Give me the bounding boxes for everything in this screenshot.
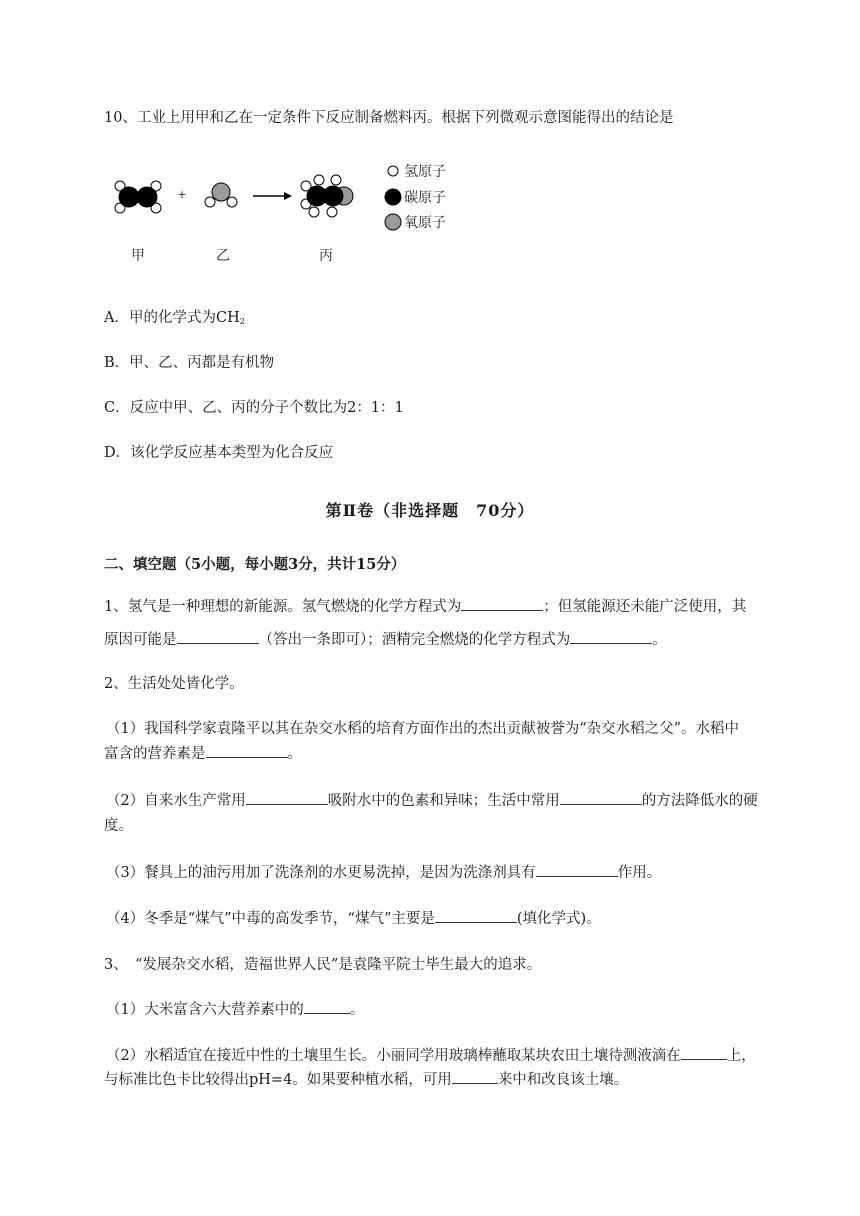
answer-blank[interactable] [435,908,517,923]
answer-blank[interactable] [536,862,618,877]
h-atom [314,175,324,185]
label-yi: 乙 [216,248,230,264]
reaction-diagram [104,156,464,266]
molecule-yi [205,183,237,207]
q3-sub1: （1）大米富含六大营养素中的 。 [106,999,364,1020]
molecule-jia [115,181,161,213]
answer-blank[interactable] [246,790,328,805]
section2-heading: 二、填空题（5小题，每小题3分，共计15分） [104,556,406,573]
legend-carbon-label: 碳原子 [404,190,446,206]
molecule-bing [301,175,353,217]
answer-blank[interactable] [570,629,652,644]
q3-sub2-line1: （2）水稻适宜在接近中性的土壤里生长。小丽同学用玻璃棒蘸取某块农田土壤待测液滴在 上， [106,1045,756,1066]
answer-blank[interactable] [177,629,259,644]
legend-hydrogen-icon [388,166,398,176]
answer-blank[interactable] [304,999,350,1014]
q10-option-a [104,308,245,332]
h-atom [327,207,337,217]
q2-sub2-line1: （2）自来水生产常用 吸附水中的色素和异味；生活中常用 的方法降低水的硬 [106,790,758,811]
q10-option-d: D．该化学反应基本类型为化合反应 [104,445,334,461]
answer-blank[interactable] [452,1069,498,1084]
option-a-text: A．甲的化学式为CH [104,310,240,326]
q3-stem: 3、 “发展杂交水稻，造福世界人民”是袁隆平院士毕生最大的追求。 [104,957,542,973]
label-bing: 丙 [319,248,333,264]
q10-stem: 10、工业上用甲和乙在一定条件下反应制备燃料丙。根据下列微观示意图能得出的结论是 [104,110,674,126]
q2-sub1-line2: 富含的营养素是 。 [104,743,302,764]
q3-sub2-line2: 与标准比色卡比较得出pH=4。如果要种植水稻，可用 来中和改良该土壤。 [104,1069,628,1090]
legend-oxygen-icon [385,214,401,230]
q2-sub2-line2: 度。 [104,818,133,834]
arrow-icon [253,192,292,200]
q1-line1: 1、氢气是一种理想的新能源。氢气燃烧的化学方程式为 ；但氢能源还未能广泛使用，其 [104,596,746,617]
q10-option-b: B．甲、乙、丙都是有机物 [104,355,275,371]
q2-sub3: （3）餐具上的油污用加了洗涤剂的水更易洗掉，是因为洗涤剂具有 作用。 [106,862,661,883]
q2-sub1-line1: （1）我国科学家袁隆平以其在杂交水稻的培育方面作出的杰出贡献被誉为“杂交水稻之父”。水稻中 [106,721,740,737]
h-atom [205,197,215,207]
c-atom [137,187,157,207]
plus-sign: + [177,188,187,201]
part2-title: 第Ⅱ卷（非选择题 70分） [325,501,535,520]
label-jia: 甲 [131,248,145,264]
q1-line2: 原因可能是 （答出一条即可）；酒精完全燃烧的化学方程式为 。 [104,629,667,650]
answer-blank[interactable] [206,743,288,758]
legend [385,164,446,231]
answer-blank[interactable] [461,596,543,611]
o-atom [212,183,230,201]
answer-blank[interactable] [681,1045,727,1060]
h-atom [331,175,341,185]
c-atom [119,187,139,207]
h-atom [309,207,319,217]
c-atom [323,186,343,206]
option-a-subscript: 2 [239,317,245,326]
legend-hydrogen-label: 氢原子 [404,164,446,180]
answer-blank[interactable] [560,790,642,805]
q2-stem: 2、生活处处皆化学。 [104,676,244,692]
q2-sub4: （4）冬季是“煤气”中毒的高发季节，“煤气”主要是 (填化学式)。 [106,908,601,929]
legend-carbon-icon [385,189,401,205]
q10-option-c: C．反应中甲、乙、丙的分子个数比为2：1：1 [104,400,404,416]
h-atom [227,197,237,207]
legend-oxygen-label: 氧原子 [404,215,446,231]
